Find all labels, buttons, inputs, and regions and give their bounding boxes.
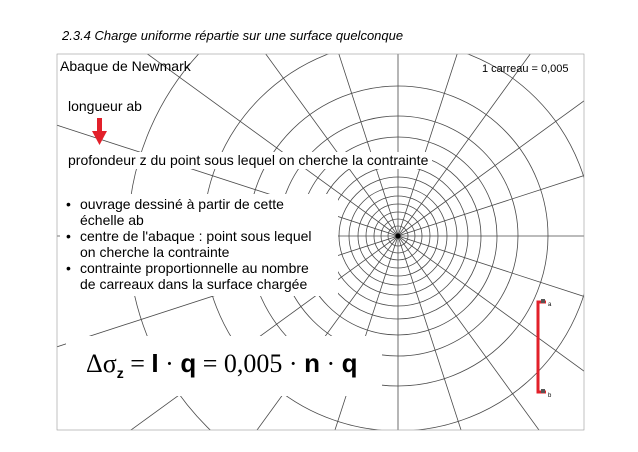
length-label: longueur ab [64, 98, 146, 115]
bullet-line: échelle ab [80, 212, 144, 228]
grid-ray [398, 20, 638, 236]
formula-load: q [341, 348, 358, 378]
grid-ray [398, 0, 638, 236]
scale-bar-end-b: b [548, 393, 552, 399]
bullet-item [66, 228, 338, 260]
grid-ray [398, 236, 614, 452]
scale-bar [538, 299, 552, 399]
depth-label: profondeur z du point sous lequel on cherche la contrainte [64, 152, 432, 169]
formula-load: q [180, 348, 197, 378]
grid-ray [398, 236, 638, 452]
bullet-line: on cherche la contrainte [80, 244, 230, 260]
bullet-list [60, 194, 338, 296]
formula-dot: · [282, 349, 305, 378]
grid-ray [398, 236, 638, 452]
formula-box [66, 336, 382, 396]
grid-ray [398, 0, 638, 236]
chart-center-point [396, 234, 401, 239]
scale-bar-end-a: a [548, 302, 552, 308]
formula-influence: I [151, 348, 159, 378]
formula-count: n [304, 348, 320, 378]
formula-dot: · [158, 349, 181, 378]
formula-equals: = [123, 349, 152, 378]
formula [86, 348, 358, 379]
formula-dot: · [319, 349, 342, 378]
bullet-line: • contrainte proportionnelle au nombre [80, 260, 309, 276]
bullet-line: • ouvrage dessiné à partir de cette [80, 196, 284, 212]
bullet-line: de carreaux dans la surface chargée [80, 276, 308, 292]
formula-subscript: z [116, 365, 124, 381]
grid-ray [398, 236, 638, 452]
chart-subtitle: Abaque de Newmark [60, 58, 191, 74]
bullet-line: • centre de l'abaque : point sous lequel [80, 228, 312, 244]
formula-coefficient: 0,005 [223, 349, 283, 378]
bullet-item [66, 196, 338, 228]
scale-note: 1 carreau = 0,005 [482, 63, 569, 75]
slide-title: 2.3.4 Charge uniforme répartie sur une surface quelconque [62, 28, 404, 43]
bullet-item [66, 260, 338, 292]
formula-delta-sigma: Δσ [86, 349, 117, 378]
formula-equals: = [196, 349, 224, 378]
